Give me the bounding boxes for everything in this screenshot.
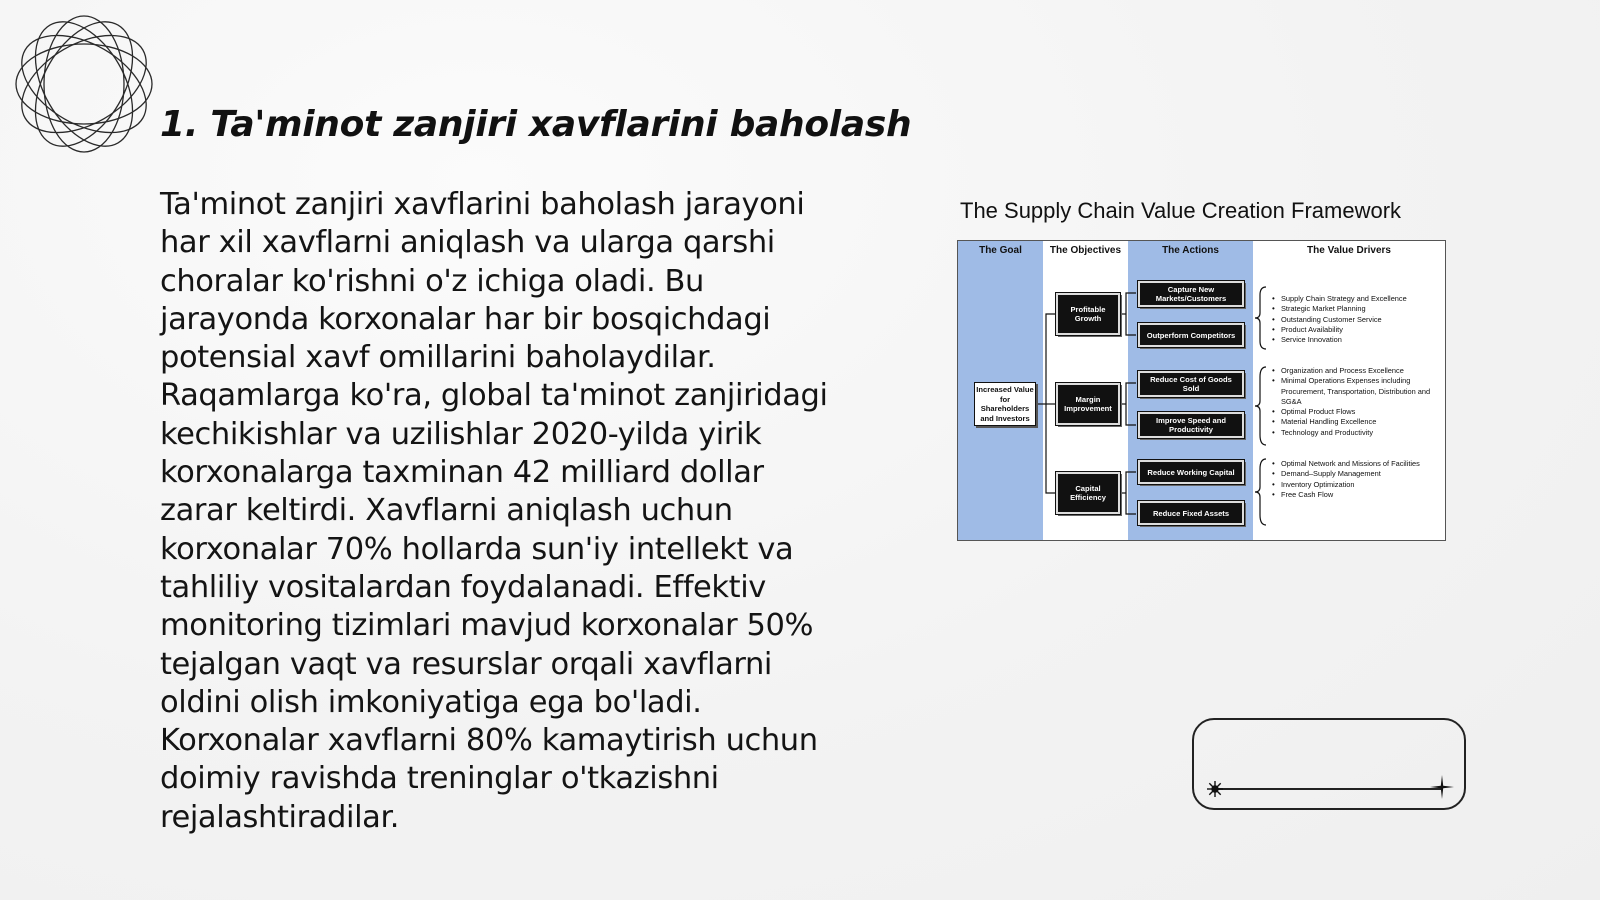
objectives-column-header: The Objectives	[1049, 245, 1122, 256]
objective-box: Margin Improvement	[1056, 383, 1120, 425]
value-driver-item: • Demand–Supply Management	[1270, 469, 1420, 479]
value-driver-item: • Supply Chain Strategy and Excellence	[1270, 294, 1407, 304]
orbit-rings-icon	[10, 10, 158, 158]
value-driver-item: • Product Availability	[1270, 325, 1407, 335]
value-driver-list	[1270, 294, 1407, 345]
sparkle-icon	[1430, 775, 1454, 799]
goal-box: Increased Value for Shareholders and Investors	[974, 382, 1036, 426]
value-driver-item: • Minimal Operations Expenses including Procurement, Transportation, Distribution and SG&A	[1270, 376, 1442, 407]
value-driver-item: • Material Handling Excellence	[1270, 417, 1442, 427]
action-box: Outperform Competitors	[1138, 323, 1244, 347]
slider-card	[1192, 718, 1466, 810]
value-driver-list	[1270, 366, 1442, 438]
action-box: Improve Speed and Productivity	[1138, 412, 1244, 438]
slide-title: 1. Ta'minot zanjiri xavflarini baholash	[160, 104, 912, 145]
action-box: Reduce Working Capital	[1138, 460, 1244, 484]
slider-track	[1216, 788, 1442, 790]
body-paragraph: Ta'minot zanjiri xavflarini baholash jarayoni har xil xavflarni aniqlash va ularga qarshi choralar ko'rishni o'z ichiga oladi. Bu jarayonda korxonalar har bir bosqichdagi potensial xavf omillarini baholaydilar. Raqamlarga ko'ra, global ta'minot zanjiridagi kechikishlar va uzilishlar 2020-yilda yirik korxonalarga taxminan 42 milliard dollar zarar keltirdi. Xavflarni aniqlash uchun korxonalar 70% hollarda sun'iy intellekt va tahliliy vositalardan foydalanadi. Effektiv monitoring tizimlari mavjud korxonalar 50% tejalgan vaqt va resurslar orqali xavflarni oldini olish imkoniyatiga ega bo'ladi. Korxonalar xavflarni 80% kamaytirish uchun doimiy ravishda treninglar o'tkazishni rejalashtiradilar.	[160, 187, 828, 835]
drivers-column-header: The Value Drivers	[1307, 245, 1391, 256]
action-box: Reduce Fixed Assets	[1138, 501, 1244, 525]
goal-column-header: The Goal	[979, 245, 1022, 256]
value-driver-list	[1270, 459, 1420, 500]
action-box: Reduce Cost of Goods Sold	[1138, 371, 1244, 397]
action-box: Capture New Markets/Customers	[1138, 281, 1244, 307]
objective-box: Profitable Growth	[1056, 293, 1120, 335]
value-driver-item: • Optimal Product Flows	[1270, 407, 1442, 417]
value-driver-item: • Optimal Network and Missions of Facilities	[1270, 459, 1420, 469]
value-driver-item: • Free Cash Flow	[1270, 490, 1420, 500]
value-driver-item: • Strategic Market Planning	[1270, 304, 1407, 314]
value-driver-item: • Inventory Optimization	[1270, 480, 1420, 490]
value-driver-item: • Organization and Process Excellence	[1270, 366, 1442, 376]
objective-box: Capital Efficiency	[1056, 472, 1120, 514]
value-driver-item: • Technology and Productivity	[1270, 428, 1442, 438]
actions-column-header: The Actions	[1162, 245, 1219, 256]
value-driver-item: • Service Innovation	[1270, 335, 1407, 345]
framework-diagram	[957, 240, 1446, 541]
value-driver-item: • Outstanding Customer Service	[1270, 315, 1407, 325]
sun-icon	[1206, 780, 1224, 798]
framework-title: The Supply Chain Value Creation Framework	[960, 198, 1402, 223]
